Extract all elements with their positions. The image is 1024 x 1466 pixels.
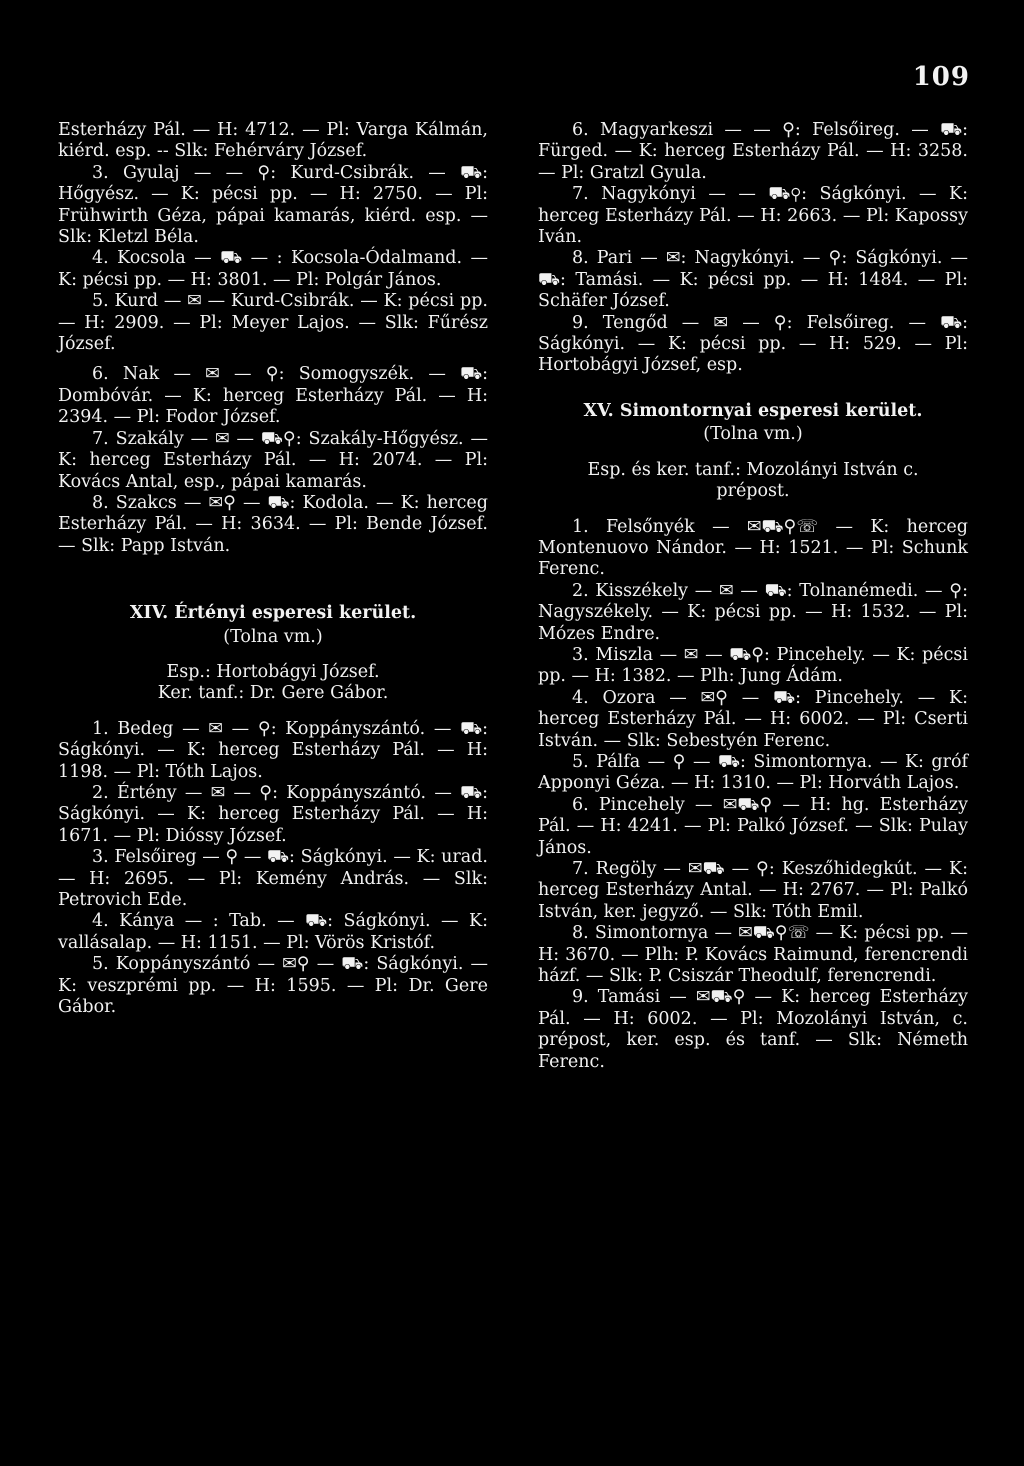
entry-regoly: 7. Regöly — ✉⛟ — ⚲: Keszőhidegkút. — K: herceg Esterházy Antal. — H: 2767. — Pl: Palkó István, ker. jegyző. — Slk: Tóth Emil.: [538, 859, 968, 922]
left-column: [58, 120, 488, 1018]
entry-erteny: 2. Értény — ✉ — ⚲: Koppányszántó. — ⛟: Ságkónyi. — K: herceg Esterházy Pál. — H: 1671. — Pl: Dióssy József.: [58, 782, 488, 846]
entry-miszla: 3. Miszla — ✉ — ⛟⚲: Pincehely. — K: pécsi pp. — H: 1382. — Plh: Jung Ádám.: [538, 644, 968, 687]
entry-simontornya: 8. Simontornya — ✉⛟⚲☏ — K: pécsi pp. — H: 3670. — Plh: P. Kovács Raimund, ferencrendi házf. — Slk: P. Csiszár Theodulf, ferencrendi.: [538, 923, 968, 987]
entry-bedeg: 1. Bedeg — ✉ — ⚲: Koppányszántó. — ⛟: Ságkónyi. — K: herceg Esterházy Pál. — H: 1198. — Pl: Tóth Lajos.: [58, 718, 488, 782]
section-title-xv: XV. Simontornyai esperesi kerület.: [583, 400, 923, 421]
section-inspector-xiv: Ker. tanf.: Dr. Gere Gábor.: [157, 683, 389, 704]
section-title-xiv: XIV. Értényi esperesi kerület.: [129, 603, 417, 624]
entry-gyulaj: 3. Gyulaj — — ⚲: Kurd-Csibrák. — ⛟: Hőgyész. — K: pécsi pp. — H: 2750. — Pl: Frühwirth Géza, pápai kamarás, kiérd. esp. — Slk: Kletzl Béla.: [58, 162, 488, 248]
section-dean-xiv: Esp.: Hortobágyi József.: [166, 661, 380, 682]
section-county-xiv: (Tolna vm.): [223, 626, 323, 647]
entry-kocsola: 4. Kocsola — ⛟ — : Kocsola-Ódalmand. — K: pécsi pp. — H: 3801. — Pl: Polgár János.: [58, 248, 488, 290]
entry-magyarkeszi: 6. Magyarkeszi — — ⚲: Felsőireg. — ⛟: Fürged. — K: herceg Esterházy Pál. — H: 3258. — Pl: Gratzl Gyula.: [538, 120, 968, 183]
entry-continuation: Esterházy Pál. — H: 4712. — Pl: Varga Kálmán, kiérd. esp. -- Slk: Fehérváry József.: [58, 120, 488, 162]
entry-kurd: 5. Kurd — ✉ — Kurd-Csibrák. — K: pécsi pp. — H: 2909. — Pl: Meyer Lajos. — Slk: Fűrész József.: [58, 291, 488, 355]
entry-felsonyek: 1. Felsőnyék — ✉⛟⚲☏ — K: herceg Montenuovo Nándor. — H: 1521. — Pl: Schunk Ferenc.: [538, 516, 968, 580]
entry-koppanyszanto: 5. Koppányszántó — ✉⚲ — ⛟: Ságkónyi. — K: veszprémi pp. — H: 1595. — Pl: Dr. Gere Gábor.: [58, 954, 488, 1018]
entry-szakaly: 7. Szakály — ✉ — ⛟⚲: Szakály-Hőgyész. — K: herceg Esterházy Pál. — H: 2074. — Pl: Kovács Antal, esp., pápai kamarás.: [58, 428, 488, 492]
page-number: 109: [912, 62, 970, 92]
section-county-xv: (Tolna vm.): [703, 424, 803, 445]
entry-nak: 6. Nak — ✉ — ⚲: Somogyszék. — ⛟: Dombóvár. — K: herceg Esterházy Pál. — H: 2394. — Pl: Fodor József.: [58, 364, 488, 428]
entry-pincehely: 6. Pincehely — ✉⛟⚲ — H: hg. Esterházy Pál. — H: 4241. — Pl: Palkó József. — Slk: Pulay János.: [538, 794, 968, 858]
right-column: [538, 120, 968, 1073]
entry-ozora: 4. Ozora — ✉⚲ — ⛟: Pincehely. — K: herceg Esterházy Pál. — H: 6002. — Pl: Cserti István. — Slk: Sebestyén Ferenc.: [538, 687, 968, 751]
entry-kisszekely: 2. Kisszékely — ✉ — ⛟: Tolnanémedi. — ⚲: Nagyszékely. — K: pécsi pp. — H: 1532. — Pl: Mózes Endre.: [538, 580, 968, 644]
entry-szakcs: 8. Szakcs — ✉⚲ — ⛟: Kodola. — K: herceg Esterházy Pál. — H: 3634. — Pl: Bende József. — Slk: Papp István.: [58, 492, 488, 556]
entry-nagykonyi: 7. Nagykónyi — — ⛟⚲: Ságkónyi. — K: herceg Esterházy Pál. — H: 2663. — Pl: Kapossy Iván.: [538, 184, 968, 248]
entry-palfa: 5. Pálfa — ⚲ — ⛟: Simontornya. — K: gróf Apponyi Géza. — H: 1310. — Pl: Horváth Lajos.: [538, 751, 968, 794]
section-dean-xv: Esp. és ker. tanf.: Mozolányi István c. prépost.: [587, 459, 919, 502]
entry-tengod: 9. Tengőd — ✉ — ⚲: Felsőireg. — ⛟: Ságkónyi. — K: pécsi pp. — H: 529. — Pl: Hortobágyi József, esp.: [538, 312, 968, 376]
entry-felsoireg: 3. Felsőireg — ⚲ — ⛟: Ságkónyi. — K: urad. — H: 2695. — Pl: Kemény András. — Slk: Petrovich Ede.: [58, 847, 488, 910]
entry-pari: 8. Pari — ✉: Nagykónyi. — ⚲: Ságkónyi. — ⛟: Tamási. — K: pécsi pp. — H: 1484. — Pl: Schäfer József.: [538, 248, 968, 312]
entry-tamasi: 9. Tamási — ✉⛟⚲ — K: herceg Esterházy Pál. — H: 6002. — Pl: Mozolányi István, c. prépost, ker. esp. és tanf. — Slk: Németh Ferenc.: [538, 987, 968, 1072]
entry-kanya: 4. Kánya — : Tab. — ⛟: Ságkónyi. — K: vallásalap. — H: 1151. — Pl: Vörös Kristóf.: [58, 911, 488, 953]
